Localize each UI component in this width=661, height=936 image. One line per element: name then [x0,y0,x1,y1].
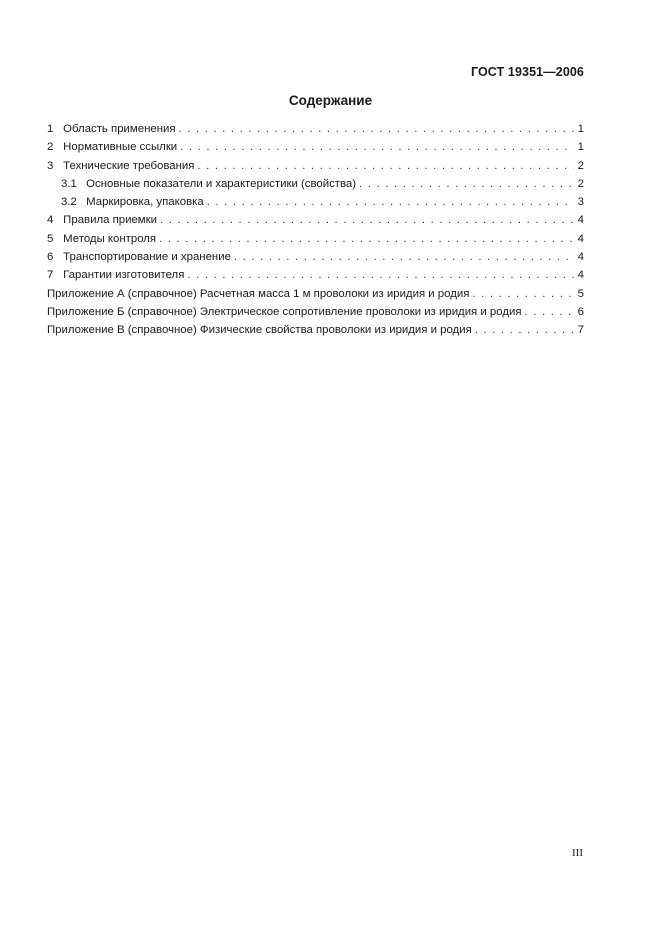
toc-entry-page: 2 [577,177,584,190]
toc-entry-number: 4 [47,214,54,227]
toc-dot-leader [234,248,574,266]
toc-entry-label [47,120,179,138]
toc-dot-leader [160,211,574,229]
page-number: III [572,847,583,859]
toc-title: Содержание [288,93,373,108]
toc-dot-leader [159,230,574,248]
toc-entry-text: Область применения [63,123,176,135]
toc-entry-label [47,138,180,156]
toc-entry-label: Приложение А (справочное) Расчетная масса 1 м проволоки из иридия и родия [47,287,470,300]
toc-entry-7[interactable] [47,266,584,284]
toc-entry-page: 1 [577,123,584,135]
toc-entry-text: Маркировка, упаковка [86,196,204,209]
toc-entry-page: 4 [577,251,584,264]
toc-entry-label: Приложение Б (справочное) Электрическое сопротивление проволоки из иридия и родия [47,305,522,318]
toc-entry-3-1[interactable] [47,175,584,193]
toc-entry-text: Гарантии изготовителя [63,269,185,282]
toc-entry-page: 4 [577,232,584,245]
toc-entry-1[interactable] [47,120,584,138]
toc-entry-number: 1 [47,123,54,135]
toc-entry-number: 3.1 [61,177,77,190]
toc-entry-number: 2 [47,141,54,154]
toc-entry-3-2[interactable] [47,193,584,211]
toc-dot-leader [475,321,574,339]
toc-entry-label [61,193,207,211]
toc-dot-leader [179,120,574,138]
toc-dot-leader [359,175,574,193]
toc-entry-label [47,211,160,229]
toc-entry-label [47,266,187,284]
toc-entry-text: Технические требования [63,159,195,172]
toc-dot-leader [525,303,574,321]
toc-entry-text: Нормативные ссылки [63,141,178,154]
toc-entry-6[interactable] [47,248,584,266]
toc-entry-page: 7 [577,324,584,337]
toc-entry-appendix-b[interactable] [47,303,584,321]
toc-entry-page: 1 [577,141,584,154]
toc-entry-number: 3 [47,159,54,172]
toc-dot-leader [197,157,573,175]
toc-entry-page: 3 [577,196,584,209]
toc-entry-page: 5 [577,287,584,300]
toc-entry-text: Методы контроля [63,232,157,245]
toc-entry-label [47,248,234,266]
toc-entry-2[interactable] [47,138,584,156]
toc-entry-label: Приложение В (справочное) Физические свойства проволоки из иридия и родия [47,324,472,337]
toc-entry-appendix-v[interactable] [47,321,584,339]
toc-entry-4[interactable] [47,211,584,229]
toc-dot-leader [180,138,573,156]
toc-entry-label [61,175,359,193]
toc-entry-label [47,230,159,248]
toc-entry-number: 5 [47,232,54,245]
toc-entry-number: 6 [47,251,54,264]
toc-entry-text: Основные показатели и характеристики (свойства) [86,177,357,190]
toc-entry-number: 7 [47,269,54,282]
toc-entry-label [47,157,197,175]
toc-entry-text: Правила приемки [63,214,157,227]
toc-entry-page: 2 [577,159,584,172]
toc-entry-number: 3.2 [61,196,77,209]
toc-entry-text: Транспортирование и хранение [63,251,231,264]
document-code: ГОСТ 19351—2006 [470,65,584,79]
toc-entry-3[interactable] [47,157,584,175]
toc-entry-page: 4 [577,214,584,227]
table-of-contents [47,120,584,340]
toc-entry-page: 6 [577,305,584,318]
toc-entry-5[interactable] [47,230,584,248]
toc-dot-leader [187,266,573,284]
toc-dot-leader [207,193,574,211]
toc-entry-appendix-a[interactable] [47,285,584,303]
toc-entry-page: 4 [577,269,584,282]
toc-dot-leader [472,285,573,303]
